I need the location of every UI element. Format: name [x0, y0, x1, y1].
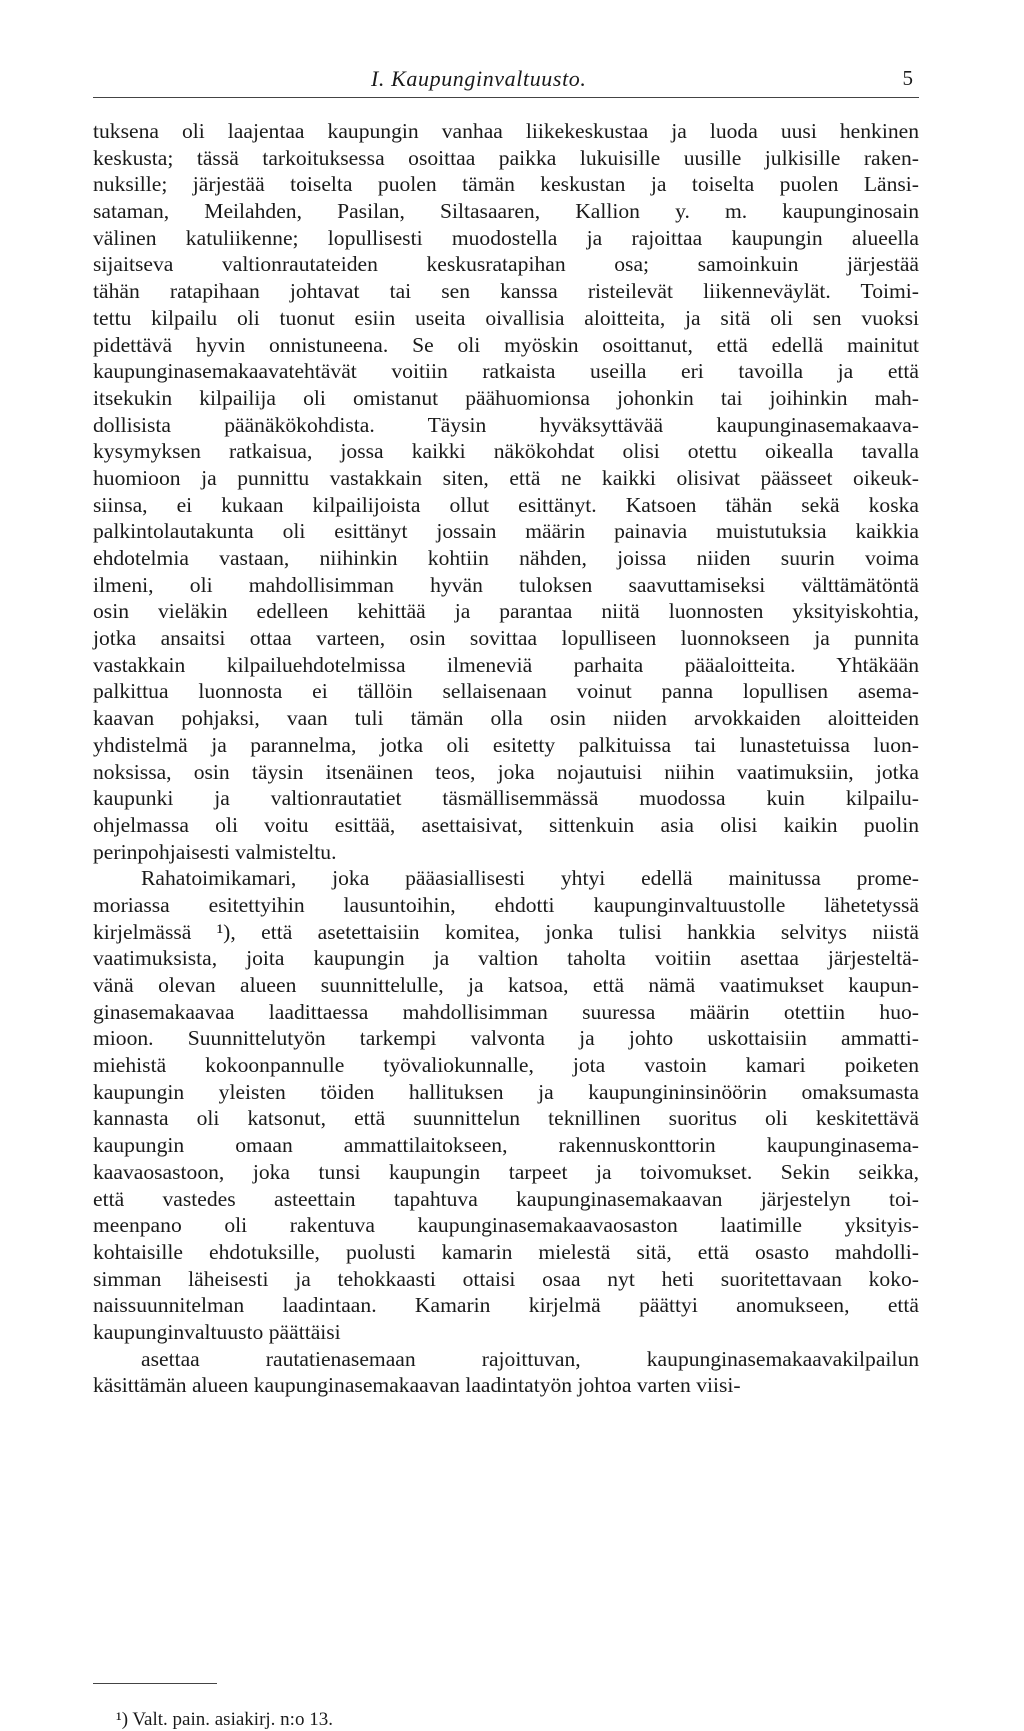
- text-line: vastakkain kilpailuehdotelmissa ilmeneviä parhaita pääaloitteita. Yhtäkään: [93, 652, 919, 677]
- text-line: kaupungin omaan ammattilaitokseen, rakennuskonttorin kaupunginasema-: [93, 1133, 919, 1158]
- text-line: että vastedes asteettain tapahtuva kaupunginasemakaavan järjestelyn toi-: [93, 1186, 919, 1211]
- text-line: käsittämän alueen kaupunginasemakaavan laadintatyön johtoa varten viisi-: [93, 1373, 741, 1398]
- text-line: itsekukin kilpailija oli omistanut päähuomionsa johonkin tai joihinkin mah-: [93, 385, 919, 410]
- text-line: vänä olevan alueen suunnittelulle, ja katsoa, että nämä vaatimukset kaupun-: [93, 973, 919, 997]
- header-rule: [93, 97, 919, 98]
- text-line: keskusta; tässä tarkoituksessa osoittaa paikka lukuisille uusille julkisille raken-: [93, 145, 919, 170]
- text-line: kaavaosastoon, joka tunsi kaupungin tarpeet ja toivomukset. Sekin seikka,: [93, 1159, 919, 1184]
- text-line: kaupunginasemakaavatehtävät voitiin ratkaista useilla eri tavoilla ja että: [93, 359, 919, 384]
- text-line: kaupungin yleisten töiden hallituksen ja kaupungininsinöörin omaksumasta: [93, 1079, 919, 1104]
- text-line: yhdistelmä ja parannelma, jotka oli esitetty palkituissa tai lunastetuissa luon-: [93, 732, 919, 757]
- text-line: naissuunnitelman laadintaan. Kamarin kirjelmä päättyi anomukseen, että: [93, 1293, 919, 1318]
- text-line: asettaa rautatienasemaan rajoittuvan, kaupunginasemakaavakilpailun: [141, 1346, 919, 1371]
- text-line: perinpohjaisesti valmisteltu.: [93, 839, 337, 864]
- text-line: dollisista päänäkökohdista. Täysin hyväksyttävää kaupunginasemakaava-: [93, 412, 919, 437]
- text-line: kohtaisille ehdotuksille, puolusti kamarin mielestä sitä, että osasto mahdolli-: [93, 1239, 919, 1264]
- text-line: ohjelmassa oli voitu esittää, asettaisivat, sittenkuin asia olisi kaikin puolin: [93, 812, 919, 837]
- text-line: kaupunki ja valtionrautatiet täsmällisemmässä muodossa kuin kilpailu-: [93, 786, 919, 811]
- text-line: tuksena oli laajentaa kaupungin vanhaa liikekeskustaa ja luoda uusi henkinen: [93, 119, 919, 143]
- text-line: tähän ratapihaan johtavat tai sen kanssa risteilevät liikenneväylät. Toimi-: [93, 279, 919, 304]
- text-line: miehistä kokoonpannulle työvaliokunnalle, jota vastoin kamari poiketen: [93, 1053, 919, 1078]
- text-line: sijaitseva valtionrautateiden keskusratapihan osa; samoinkuin järjestää: [93, 252, 919, 277]
- text-line: osin vieläkin edelleen kehittää ja parantaa niitä luonnosten yksityiskohtia,: [93, 599, 919, 624]
- footnote-rule: [93, 1683, 217, 1684]
- text-line: pidettävä hyvin onnistuneena. Se oli myöskin osoittanut, että edellä mainitut: [93, 332, 919, 357]
- text-line: vaatimuksista, joita kaupungin ja valtion taholta voitiin asettaa järjesteltä-: [93, 946, 919, 971]
- text-line: kannasta oli katsonut, että suunnittelun teknillinen suoritus oli keskitettävä: [93, 1106, 919, 1131]
- text-line: siinsa, ei kukaan kilpailijoista ollut esittänyt. Katsoen tähän sekä koska: [93, 492, 919, 517]
- text-line: meenpano oli rakentuva kaupunginasemakaavaosaston laatimille yksityis-: [93, 1213, 919, 1238]
- text-line: tettu kilpailu oli tuonut esiin useita oivallisia aloitteita, ja sitä oli sen vuoksi: [93, 305, 919, 330]
- running-header: [93, 64, 919, 98]
- text-line: ehdotelmia vastaan, niihinkin kohtiin nähden, joissa niiden suurin voima: [93, 546, 919, 570]
- text-line: kysymyksen ratkaisua, jossa kaikki näkökohdat olisi otettu oikealla tavalla: [93, 439, 919, 464]
- text-line: huomioon ja punnittu vastakkain siten, että ne kaikki olisivat päässeet oikeuk-: [93, 465, 919, 490]
- text-line: moriassa esitettyihin lausuntoihin, ehdotti kaupunginvaltuustolle lähetetyssä: [93, 892, 919, 917]
- text-line: nuksille; järjestää toiselta puolen tämän keskustan ja toiselta puolen Länsi-: [93, 172, 919, 197]
- text-line: sataman, Meilahden, Pasilan, Siltasaaren, Kallion y. m. kaupunginosain: [93, 199, 919, 224]
- text-line: välinen katuliikenne; lopullisesti muodostella ja rajoittaa kaupungin alueella: [93, 225, 919, 250]
- text-line: palkittua luonnosta ei tällöin sellaisenaan voinut panna lopullisen asema-: [93, 679, 919, 704]
- text-line: ilmeni, oli mahdollisimman hyvän tuloksen saavuttamiseksi välttämätöntä: [93, 572, 919, 597]
- running-title: I. Kaupunginvaltuusto.: [371, 66, 587, 91]
- text-line: mioon. Suunnittelutyön tarkempi valvonta ja johto uskottaisiin ammatti-: [93, 1026, 919, 1051]
- text-line: ginasemakaavaa laadittaessa mahdollisimman suuressa määrin otettiin huo-: [93, 999, 919, 1024]
- text-line: Rahatoimikamari, joka pääasiallisesti yhtyi edellä mainitussa prome-: [141, 866, 919, 891]
- page-number: 5: [902, 66, 913, 90]
- body-text: [93, 118, 919, 1399]
- text-line: simman läheisesti ja tehokkaasti ottaisi osaa nyt heti suoritettavaan koko-: [93, 1266, 919, 1291]
- text-line: kaavan pohjaksi, vaan tuli tämän olla osin niiden arvokkaiden aloitteiden: [93, 706, 919, 731]
- text-line: kirjelmässä ¹), että asetettaisiin komitea, jonka tulisi hankkia selvitys niistä: [93, 919, 919, 944]
- text-line: noksissa, osin täysin itsenäinen teos, joka nojautuisi niihin vaatimuksiin, jotka: [93, 759, 919, 784]
- text-line: palkintolautakunta oli esittänyt jossain määrin painavia muistutuksia kaikkia: [93, 519, 919, 544]
- text-line: jotka ansaitsi ottaa varteen, osin sovittaa lopulliseen luonnokseen ja punnita: [93, 626, 919, 651]
- text-line: kaupunginvaltuusto päättäisi: [93, 1319, 341, 1344]
- footnote: ¹) Valt. pain. asiakirj. n:o 13.: [116, 1709, 333, 1730]
